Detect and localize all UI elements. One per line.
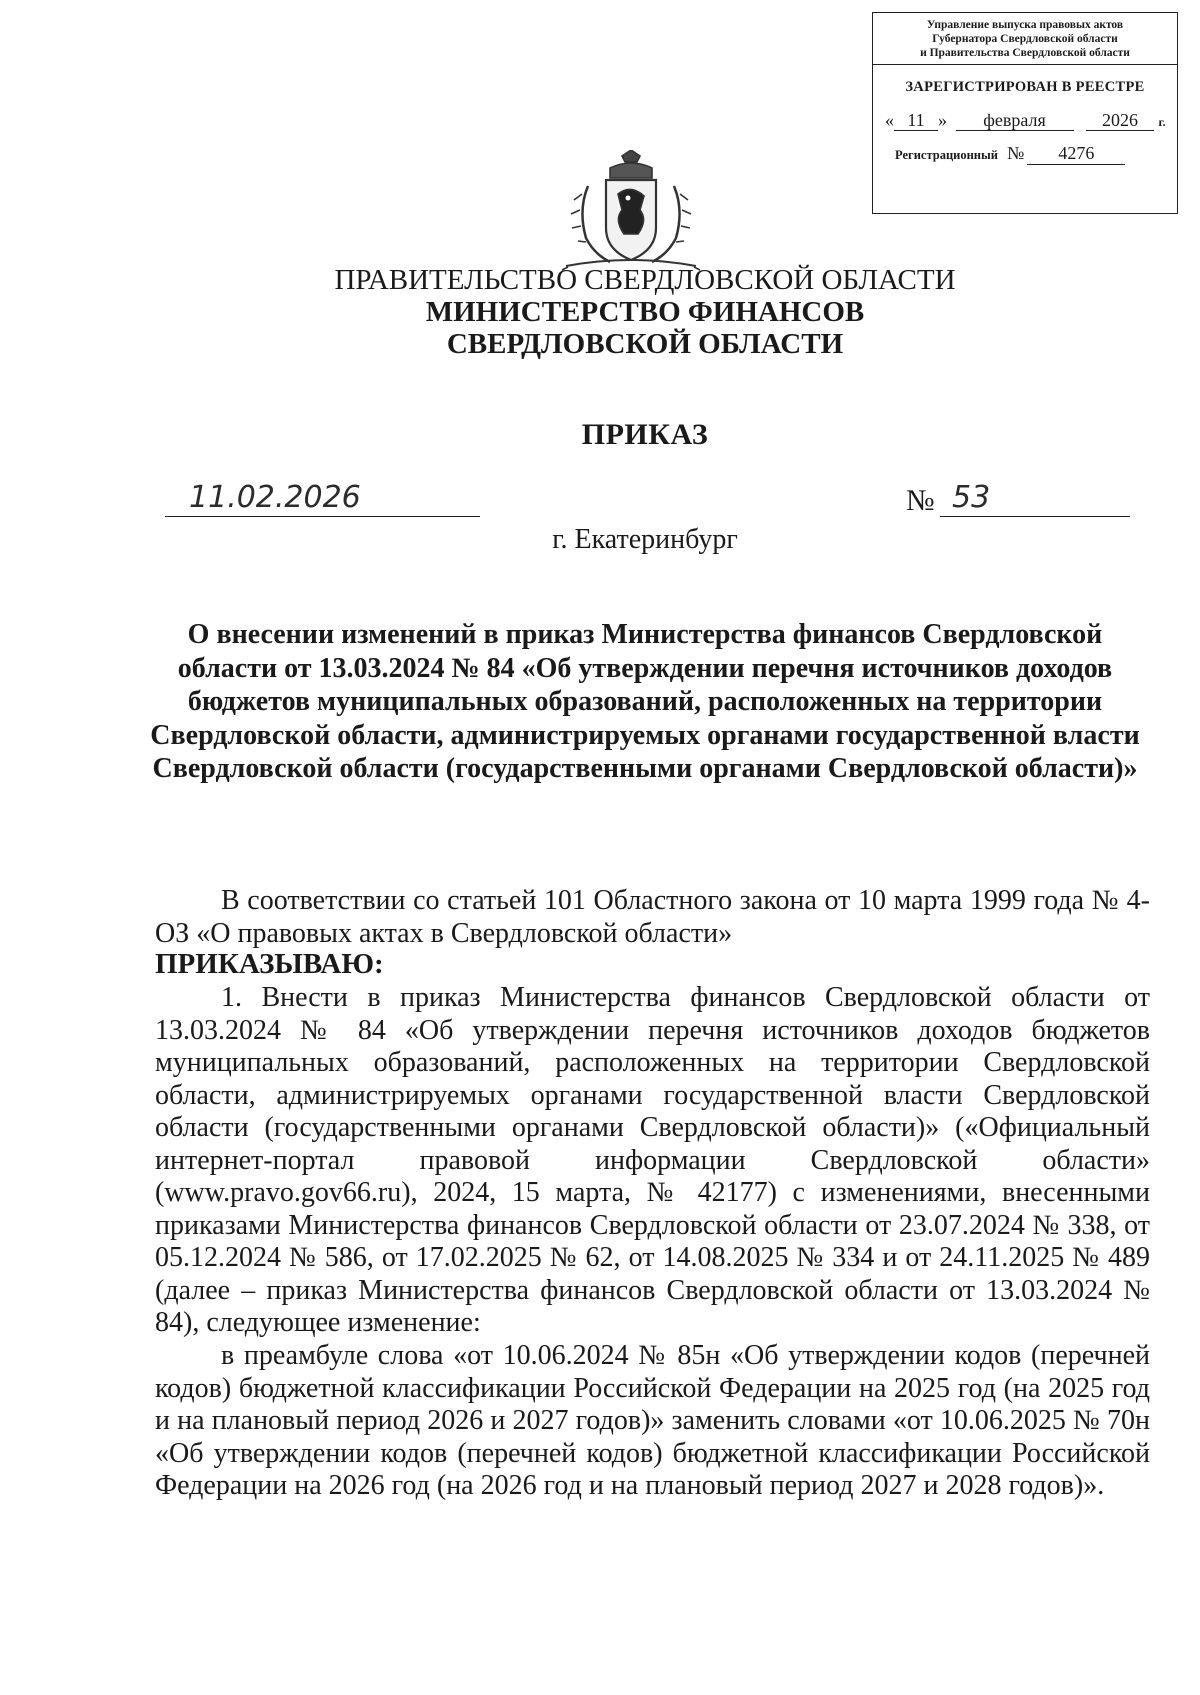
order-date-handwritten: 11.02.2026 <box>189 480 361 515</box>
stamp-quote-open: « <box>885 110 894 130</box>
item-1: 1. Внести в приказ Министерства финансов Свердловской области от 13.03.2024 № 84 «Об утверждении перечня источников доходов бюджетов муниципальных образований, расположенных на территории Свердловской области, администрируемых органами государственной власти Свердловской области (государственными органами Свердловской области)» («Официальный интернет-портал правовой информации Свердловской области» (www.pravo.gov66.ru), 2024, 15 марта, № 42177) с изменениями, внесенными приказами Министерства финансов Свердловской области от 23.07.2024 № 338, от 05.12.2024 № 586, от 17.02.2025 № 62, от 14.08.2025 № 334 и от 24.11.2025 № 489 (далее – приказ Министерства финансов Свердловской области от 13.03.2024 № 84), следующее изменение: <box>155 982 1150 1338</box>
stamp-org-line: Управление выпуска правовых актов <box>926 19 1124 31</box>
stamp-year: 2026 <box>1086 110 1154 131</box>
stamp-org-line: Губернатора Свердловской области <box>932 33 1118 45</box>
order-date-field <box>165 482 480 517</box>
stamp-month: февраля <box>956 110 1074 131</box>
registration-stamp <box>872 12 1178 214</box>
stamp-organization <box>873 13 1177 65</box>
stamp-num-sign: № <box>1007 143 1025 163</box>
order-word: ПРИКАЗЫВАЮ: <box>155 948 384 980</box>
coat-of-arms-icon <box>548 150 714 276</box>
stamp-reg-number <box>873 143 1177 165</box>
stamp-date <box>873 110 1177 131</box>
item-1-change: в преамбуле слова «от 10.06.2024 № 85н «Об утверждении кодов (перечней кодов) бюджетной классификации Российской Федерации на 2025 год (на 2025 год и на плановый период 2026 и 2027 годов)» заменить словами «от 10.06.2025 № 70н «Об утверждении кодов (перечней кодов) бюджетной классификации Российской Федерации на 2026 год (на 2026 год и на плановый период 2027 и 2028 годов)». <box>155 1340 1150 1501</box>
stamp-reg-label: Регистрационный <box>895 148 998 162</box>
stamp-registered-label: ЗАРЕГИСТРИРОВАН В РЕЕСТРЕ <box>905 79 1145 95</box>
document-type: ПРИКАЗ <box>581 418 709 451</box>
city: г. Екатеринбург <box>552 524 738 555</box>
ministry-name: МИНИСТЕРСТВО ФИНАНСОВ <box>425 296 865 328</box>
ministry-region: СВЕРДЛОВСКОЙ ОБЛАСТИ <box>446 328 844 360</box>
order-number-field <box>940 482 1130 517</box>
stamp-reg-value: 4276 <box>1027 143 1125 165</box>
preamble: В соответствии со статьей 101 Областного закона от 10 марта 1999 года № 4-ОЗ «О правовых актах в Свердловской области» <box>155 885 1150 949</box>
stamp-quote-close: » <box>938 110 947 130</box>
order-number-label: № <box>906 484 935 517</box>
order-number-handwritten: 53 <box>952 480 991 515</box>
stamp-year-suffix: г. <box>1158 115 1166 129</box>
government-name: ПРАВИТЕЛЬСТВО СВЕРДЛОВСКОЙ ОБЛАСТИ <box>334 264 956 296</box>
stamp-org-line: и Правительства Свердловской области <box>920 47 1130 59</box>
document-title: О внесении изменений в приказ Министерства финансов Свердловской области от 13.03.2024 № 84 «Об утверждении перечня источников доходов бюджетов муниципальных образований, расположенных на территории Свердловской области, администрируемых органами государственной власти Свердловской области (государственными органами Свердловской области)» <box>150 619 1140 784</box>
stamp-day: 11 <box>894 110 938 131</box>
